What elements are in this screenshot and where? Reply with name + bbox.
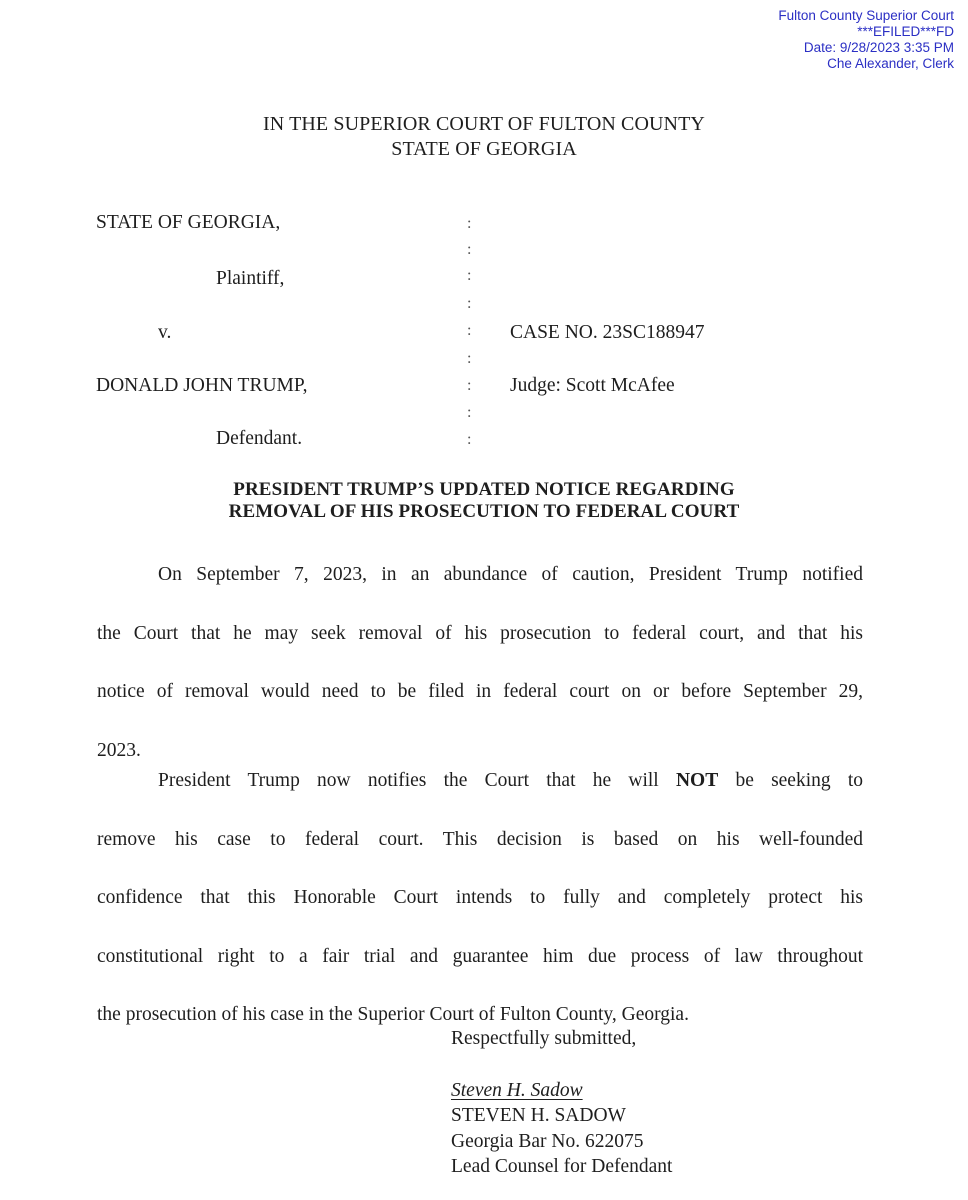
case-caption xyxy=(96,212,796,452)
document-title-line2: REMOVAL OF HIS PROSECUTION TO FEDERAL COURT xyxy=(228,501,740,522)
paragraph-text: President Trump now notifies the Court that he will xyxy=(158,770,659,791)
bar-number: Georgia Bar No. 622075 xyxy=(451,1130,644,1152)
separator-colon: : xyxy=(467,267,472,284)
signature-block xyxy=(451,1026,672,1180)
body-paragraph-2 xyxy=(97,752,863,1045)
paragraph-line xyxy=(97,752,863,811)
defendant-label: Defendant. xyxy=(216,428,303,449)
separator-colon: : xyxy=(467,404,472,421)
defendant-name: DONALD JOHN TRUMP, xyxy=(96,375,308,396)
paragraph-line: the Court that he may seek removal of his prosecution to federal court, and that his xyxy=(97,622,863,644)
stamp-clerk: Che Alexander, Clerk xyxy=(827,56,954,71)
paragraph-line: constitutional right to a fair trial and guarantee him due process of law throughout xyxy=(97,945,863,967)
paragraph-line: remove his case to federal court. This decision is based on his well-founded xyxy=(97,828,863,850)
court-heading-line1: IN THE SUPERIOR COURT OF FULTON COUNTY xyxy=(263,113,705,135)
separator-colon: : xyxy=(467,295,472,312)
paragraph-line: 2023. xyxy=(97,739,141,761)
separator-colon: : xyxy=(467,215,472,232)
document-title-line1: PRESIDENT TRUMP’S UPDATED NOTICE REGARDING xyxy=(233,479,735,500)
plaintiff-label: Plaintiff, xyxy=(216,268,285,289)
document-title xyxy=(0,479,968,523)
paragraph-line xyxy=(97,546,863,605)
paragraph-line: confidence that this Honorable Court intends to fully and completely protect his xyxy=(97,887,863,908)
court-heading xyxy=(0,112,968,162)
counsel-role: Lead Counsel for Defendant xyxy=(451,1156,673,1177)
separator-colon: : xyxy=(467,431,472,448)
body-paragraph-1 xyxy=(97,546,863,780)
stamp-court: Fulton County Superior Court xyxy=(778,8,954,23)
judge-name: Judge: Scott McAfee xyxy=(510,375,675,396)
plaintiff-name: STATE OF GEORGIA, xyxy=(96,212,281,233)
stamp-date: Date: 9/28/2023 3:35 PM xyxy=(803,40,954,55)
court-heading-line2: STATE OF GEORGIA xyxy=(391,138,577,160)
separator-colon: : xyxy=(467,350,472,367)
separator-colon: : xyxy=(467,241,472,258)
separator-colon: : xyxy=(467,322,472,339)
efiling-stamp xyxy=(778,8,954,72)
paragraph-line: notice of removal would need to be filed in federal court on or before September 29, xyxy=(97,681,863,702)
paragraph-text: be seeking to xyxy=(735,770,864,791)
closing-text: Respectfully submitted, xyxy=(451,1028,637,1049)
printed-name: STEVEN H. SADOW xyxy=(451,1105,626,1126)
case-number: CASE NO. 23SC188947 xyxy=(510,322,705,343)
script-signature: Steven H. Sadow xyxy=(451,1079,583,1101)
paragraph-line: the prosecution of his case in the Superior Court of Fulton County, Georgia. xyxy=(97,1004,689,1025)
paragraph-text: On September 7, 2023, in an abundance of caution, President Trump notified xyxy=(158,564,863,585)
emphasis-not: NOT xyxy=(675,770,719,791)
versus-label: v. xyxy=(158,322,172,343)
separator-colon: : xyxy=(467,377,472,394)
stamp-status: ***EFILED***FD xyxy=(857,24,954,39)
